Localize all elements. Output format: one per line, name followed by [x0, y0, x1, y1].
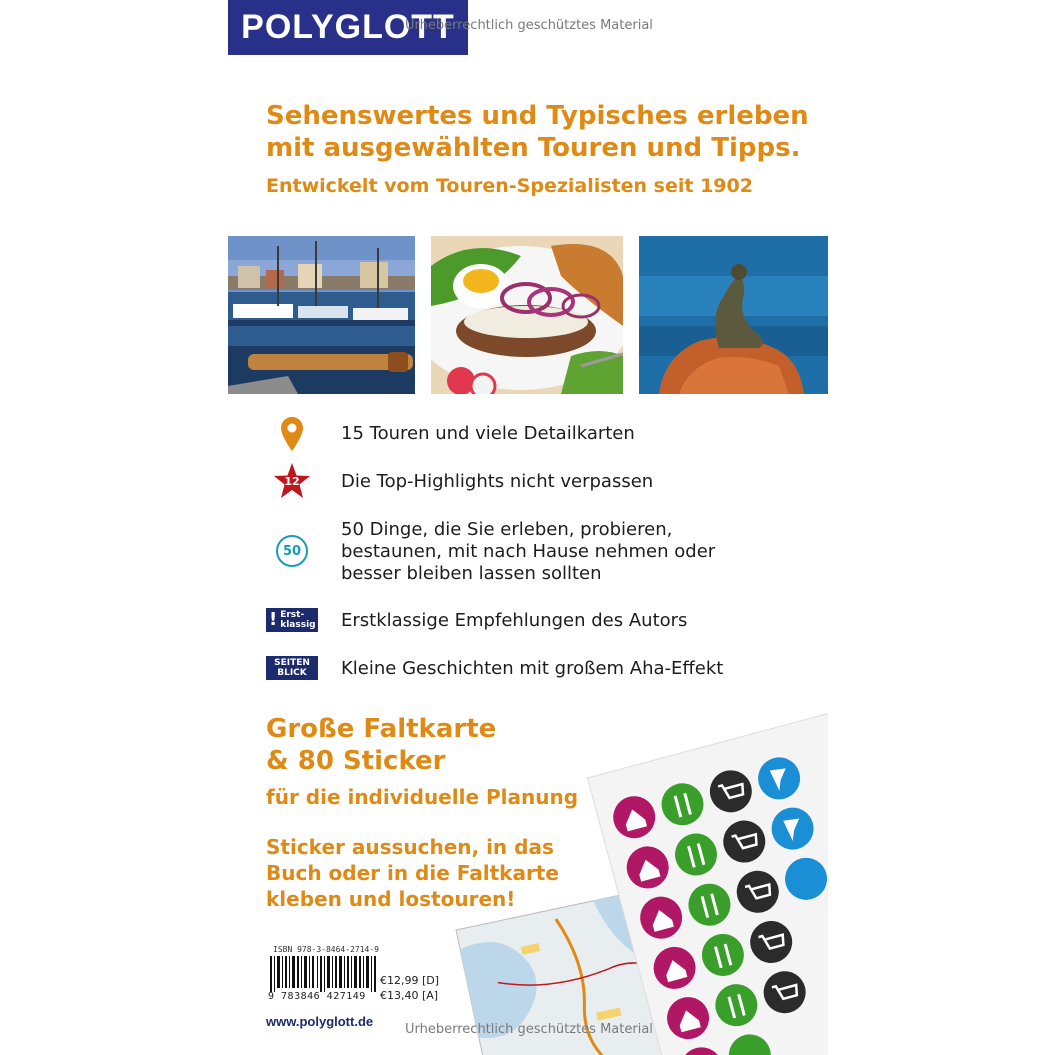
- promo-title: [266, 713, 496, 777]
- price-austria: €13,40 [A]: [380, 989, 439, 1002]
- star-badge-number: 12: [284, 475, 300, 488]
- headline-line-2: mit ausgewählten Touren und Tipps.: [266, 133, 801, 163]
- harbor-boats-photo: [228, 236, 415, 394]
- brand-logo: POLYGLOTT: [228, 0, 468, 55]
- little-mermaid-statue-photo: [639, 236, 828, 394]
- headline-line-1: Sehenswertes und Typisches erleben: [266, 101, 809, 131]
- map-pin-icon: [264, 417, 320, 451]
- barcode: [270, 956, 377, 992]
- feature-text: Die Top-Highlights nicht verpassen: [341, 471, 654, 492]
- isbn-label: ISBN 978-3-8464-2714-9: [273, 945, 379, 954]
- star-badge-icon: [264, 463, 320, 499]
- circle-50-icon: [264, 535, 320, 567]
- feature-text: Kleine Geschichten mit großem Aha-Effekt: [341, 658, 724, 679]
- copyright-watermark-top: Urheberrechtlich geschütztes Material: [405, 18, 653, 33]
- copyright-watermark-bottom: Urheberrechtlich geschütztes Material: [405, 1022, 653, 1037]
- promo-title-line-1: Große Faltkarte: [266, 714, 497, 744]
- erstklassig-exclamation: !: [269, 609, 278, 630]
- sticker-text-line-1: Sticker aussuchen, in das: [266, 835, 554, 859]
- subline: Entwickelt vom Touren-Spezialisten seit 1902: [266, 175, 753, 197]
- promo-planung: für die individuelle Planung: [266, 785, 579, 809]
- promo-sticker-text: [266, 834, 559, 912]
- sticker-text-line-3: kleben und lostouren!: [266, 887, 516, 911]
- erstklassig-line-2: klassig: [280, 620, 316, 630]
- barcode-digits: 9 783846 427149: [268, 991, 366, 1002]
- feature-text: 15 Touren und viele Detailkarten: [341, 423, 635, 444]
- headline: [266, 100, 826, 164]
- seitenblick-line-1: SEITEN: [274, 658, 310, 668]
- feature-text: 50 Dinge, die Sie erleben, probieren, bestaunen, mit nach Hause nehmen oder besser bleiben lassen sollten: [341, 519, 716, 584]
- price-germany: €12,99 [D]: [380, 974, 440, 987]
- photo-strip: [228, 236, 828, 394]
- erstklassig-line-1: Erst-: [280, 610, 305, 620]
- food-plate-photo: [431, 236, 623, 394]
- promo-title-line-2: & 80 Sticker: [266, 746, 446, 776]
- erstklassig-badge-icon: [264, 608, 320, 632]
- publisher-url[interactable]: www.polyglott.de: [266, 1014, 374, 1029]
- feature-text: Erstklassige Empfehlungen des Autors: [341, 610, 688, 631]
- seitenblick-line-2: BLICK: [277, 668, 307, 678]
- book-back-cover: [228, 0, 828, 1055]
- seitenblick-badge-icon: [264, 656, 320, 680]
- circle-50-badge: 50: [276, 535, 308, 567]
- sticker-text-line-2: Buch oder in die Faltkarte: [266, 861, 559, 885]
